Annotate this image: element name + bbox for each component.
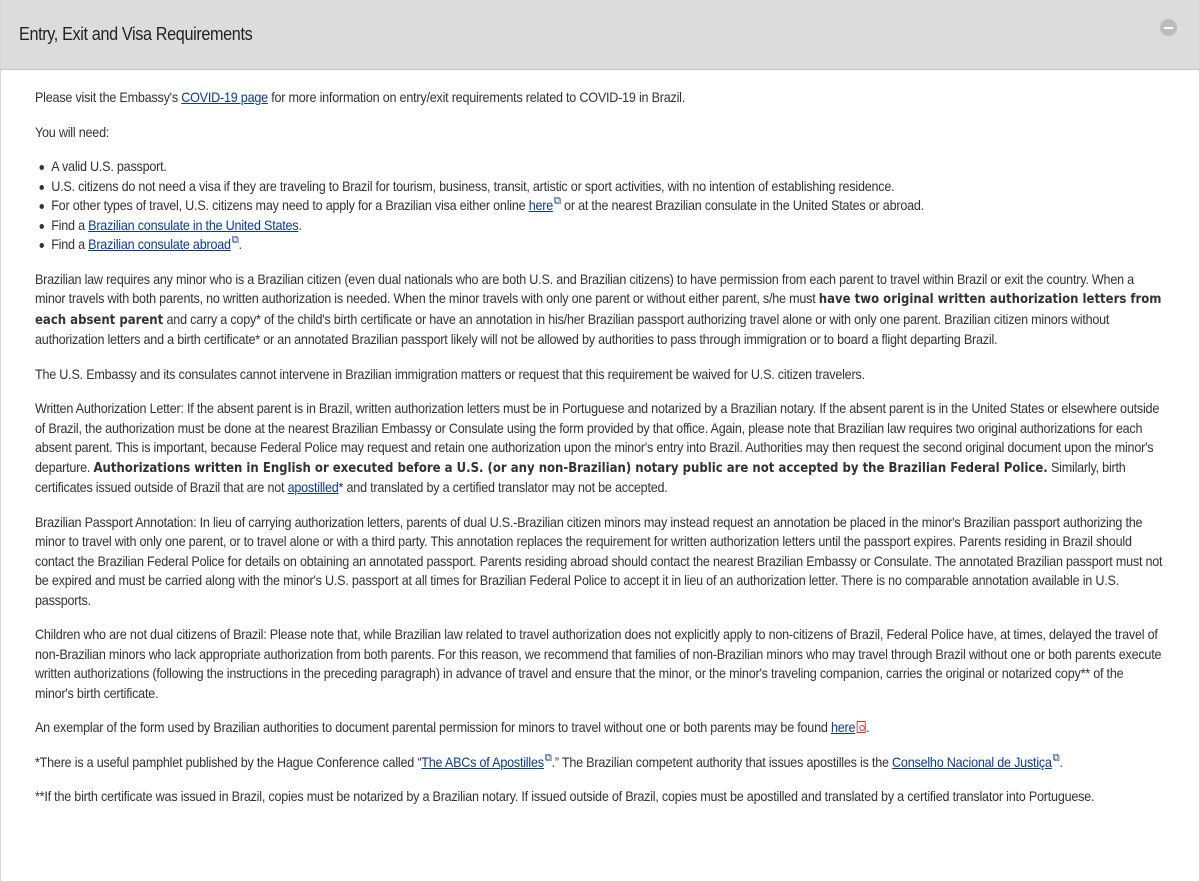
exemplar-form-link[interactable]: here <box>830 719 856 735</box>
list-item-text: For other types of travel, U.S. citizens may need to apply for a Brazilian visa either online <box>51 197 529 213</box>
external-link-icon: ⧉ <box>544 751 552 764</box>
external-link-icon: ⧉ <box>553 195 561 208</box>
paragraph-text: and carry a copy* of the child's birth certificate or have an annotation in his/her Brazilian passport authorizing travel alone or with only one parent. Brazilian citizen minors without authorization letters and a birth certificate* or an annotated Brazilian passport likely will not be allowed by authorities to pass through immigration or to board a flight departing Brazil. <box>35 310 1110 347</box>
paragraph-text: Brazilian law requires any minor who is a Brazilian citizen (even dual nationals who are both U.S. and Brazilian citizens) to have permission from each parent to travel within Brazil or exit the country. When a minor travels with both parents, no written authorization is needed. When the minor travels with only one parent or without either parent, s/he must <box>35 270 1134 306</box>
non-dual-citizens-paragraph: Children who are not dual citizens of Brazil: Please note that, while Brazilian law related to travel authorization does not explicitly apply to non-citizens of Brazil, Federal Police have, at times, delayed the travel of non-Brazilian minors who lack appropriate authorization from both parents. For this reason, we recommend that families of non-Brazilian minors who may travel through Brazil without one or both parents execute written authorizations (following the instructions in the preceding paragraph) in advance of travel and ensure that the minor, or the minor's traveling companion, carries the original or notarized copy** of the minor's birth certificate. <box>35 626 1162 701</box>
list-item <box>51 157 1165 177</box>
embassy-note: The U.S. Embassy and its consulates cannot intervene in Brazilian immigration matters or request that this requirement be waived for U.S. citizen travelers. <box>35 365 865 382</box>
conselho-nacional-link[interactable]: Conselho Nacional de Justiça <box>892 753 1052 770</box>
list-item-text: Find a <box>51 236 89 252</box>
external-link-icon: ⧉ <box>1052 751 1060 764</box>
accordion-header[interactable] <box>1 0 1199 70</box>
paragraph-text: Similarly, birth certificates issued outside of Brazil that are not <box>35 458 1126 495</box>
covid-paragraph <box>35 88 1165 108</box>
hague-paragraph <box>35 753 1165 773</box>
list-item-text: A valid U.S. passport. <box>51 158 167 174</box>
minor-law-paragraph <box>35 270 1165 350</box>
list-item-text-end: or at the nearest Brazilian consulate in the United States or abroad. <box>560 197 924 213</box>
minus-circle-icon[interactable] <box>1160 19 1177 36</box>
bold-text: have two original written authorization letters from each absent parent <box>35 292 1162 328</box>
you-will-need-label: You will need: <box>35 123 110 140</box>
external-link-icon: ⧉ <box>231 234 239 247</box>
section-title: Entry, Exit and Visa Requirements <box>19 24 253 44</box>
list-item <box>51 235 1165 255</box>
exemplar-paragraph <box>35 718 1165 738</box>
requirements-list <box>35 157 1165 255</box>
bold-text: Authorizations written in English or executed before a U.S. (or any non-Brazilian) notary public are not accepted by the Brazilian Federal Police. <box>93 460 1048 476</box>
paragraph-text: *There is a useful pamphlet published by the Hague Conference called “ <box>35 753 422 770</box>
birth-certificate-footnote: **If the birth certificate was issued in Brazil, copies must be notarized by a Brazilian notary. If issued outside of Brazil, copies must be apostilled and translated by a certified translator into Portuguese. <box>35 788 1095 804</box>
list-item-text: Find a <box>51 216 89 233</box>
content-text <box>35 88 1165 807</box>
list-item <box>51 216 1165 236</box>
pdf-icon <box>857 721 866 733</box>
consulate-abroad-link[interactable]: Brazilian consulate abroad <box>88 236 231 252</box>
consulate-us-link[interactable]: Brazilian consulate in the United States <box>88 216 299 233</box>
list-item-text-end: . <box>238 236 242 252</box>
list-item-text-end: . <box>298 216 302 233</box>
written-authorization-paragraph <box>35 399 1165 498</box>
paragraph-text: An exemplar of the form used by Brazilian authorities to document parental permission for minors to travel without one or both parents may be found <box>35 719 831 735</box>
intro-text-end: for more information on entry/exit requirements related to COVID-19 in Brazil. <box>267 89 686 105</box>
paragraph-text: .” The Brazilian competent authority that issues apostilles is the <box>551 753 893 770</box>
list-item <box>51 177 1165 197</box>
abcs-apostilles-link[interactable]: The ABCs of Apostilles <box>421 753 544 770</box>
paragraph-text: * and translated by a certified translator may not be accepted. <box>338 479 668 495</box>
paragraph-text-end: . <box>866 719 870 735</box>
visa-online-link[interactable]: here <box>528 197 554 213</box>
accordion-body <box>1 70 1199 807</box>
apostilled-link[interactable]: apostilled <box>287 479 339 495</box>
list-item <box>51 196 1165 216</box>
intro-text: Please visit the Embassy's <box>35 89 182 105</box>
passport-annotation-paragraph: Brazilian Passport Annotation: In lieu of carrying authorization letters, parents of dual U.S.-Brazilian citizen minors may instead request an annotation be placed in the minor's Brazilian passport authorizing the minor to travel with only one parent, or to travel alone or with a third party. This annotation replaces the requirement for written authorization letters until the passport expires. Parents residing in Brazil should contact the Brazilian Federal Police for details on obtaining an annotated passport. Parents residing abroad should contact the nearest Brazilian Embassy or Consulate. The annotated Brazilian passport must not be expired and must be carried along with the minor's U.S. passport at all times for Brazilian Federal Police to accept it in lieu of an authorization letter. There is no comparable annotation available in U.S. passports. <box>35 513 1163 608</box>
list-item-text: U.S. citizens do not need a visa if they are traveling to Brazil for tourism, business, transit, artistic or sport activities, with no intention of establishing residence. <box>51 177 895 194</box>
paragraph-text: Written Authorization Letter: If the absent parent is in Brazil, written authorization letters must be in Portuguese and notarized by a Brazilian notary. If the absent parent is in the United States or elsewhere outside of Brazil, the authorization must be done at the nearest Brazilian Embassy or Consulate using the form provided by that office. Again, please note that Brazilian law requires two original authorizations for each absent parent. This is important, because Federal Police may request and retain one authorization upon the minor's entry into Brazil. Authorities may then request the second original document upon the minor's departure. <box>35 400 1160 475</box>
covid-page-link[interactable]: COVID-19 page <box>181 89 268 105</box>
paragraph-text-end: . <box>1059 753 1063 770</box>
